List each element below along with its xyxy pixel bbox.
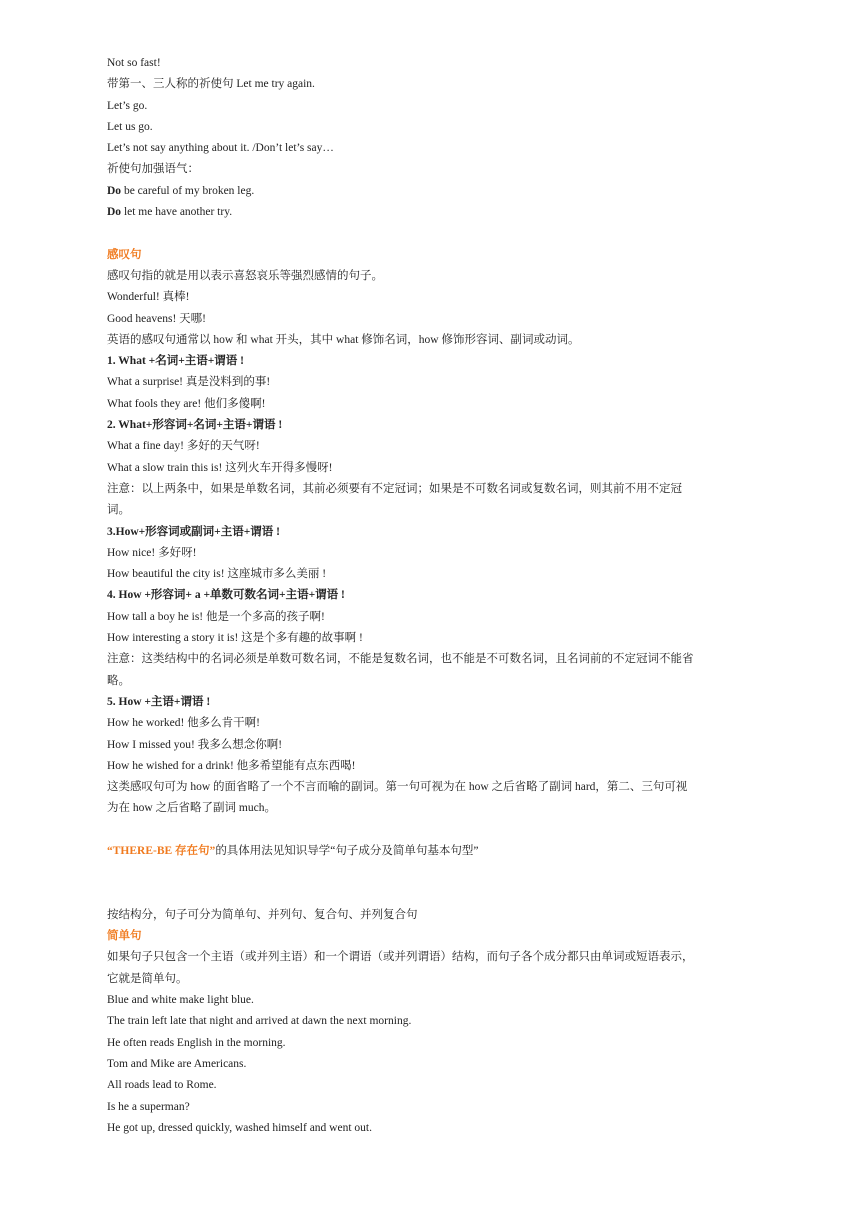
text-line: 英语的感叹句通常以 how 和 what 开头，其中 what 修饰名词，how 修饰形容词、副词或动词。 — [107, 333, 580, 346]
pattern-title: 2. What+形容词+名词+主语+谓语 ! — [107, 419, 283, 432]
bold-do: Do — [107, 184, 122, 197]
pattern-title: 5. How +主语+谓语 ! — [107, 695, 211, 708]
pattern-title: 4. How +形容词+ a +单数可数名词+主语+谓语 ! — [107, 589, 345, 602]
text-line: Let’s not say anything about it. /Don’t let’s say… — [107, 142, 334, 155]
description-paragraph: 如果句子只包含一个主语（或并列主语）和一个谓语（或并列谓语）结构，而句子各个成分都只由单词或短语表示，它就是简单句。 — [107, 951, 694, 985]
text-line: What a surprise! 真是没料到的事! — [107, 376, 271, 389]
text-line: Let us go. — [107, 120, 153, 133]
text-line: How he wished for a drink! 他多希望能有点东西喝! — [107, 759, 356, 772]
text-line: What a fine day! 多好的天气呀! — [107, 440, 260, 453]
text-line: 感叹句指的就是用以表示喜怒哀乐等强烈感情的句子。 — [107, 269, 383, 282]
document-page — [107, 53, 697, 1139]
text-line: How interesting a story it is! 这是个多有趣的故事啊 ! — [107, 632, 363, 645]
example-rest: be careful of my broken leg. — [121, 184, 255, 197]
bold-do: Do — [107, 206, 122, 219]
text-line: Let’s go. — [107, 99, 148, 112]
there-be-rest: 的具体用法见知识导学“句子成分及简单句基本句型” — [215, 844, 479, 857]
example-line: Tom and Mike are Americans. — [107, 1057, 247, 1070]
note-paragraph: 注意：以上两条中，如果是单数名词，其前必须要有不定冠词；如果是不可数名词或复数名词，则其前不用不定冠词。 — [107, 482, 682, 517]
text-line: What a slow train this is! 这列火车开得多慢呀! — [107, 461, 333, 474]
text-line: How nice! 多好呀! — [107, 546, 197, 559]
text-line: Not so fast! — [107, 57, 161, 69]
text-line: How tall a boy he is! 他是一个多高的孩子啊! — [107, 610, 325, 623]
text-line: 带第一、三人称的祈使句 Let me try again. — [107, 78, 315, 91]
text-line: Wonderful! 真棒! — [107, 291, 190, 304]
pattern-title: 3.How+形容词或副词+主语+谓语 ! — [107, 525, 280, 538]
section-heading-exclamatory: 感叹句 — [107, 248, 142, 261]
example-rest: let me have another try. — [121, 206, 233, 219]
example-line: The train left late that night and arrived at dawn the next morning. — [107, 1015, 412, 1028]
example-do-2 — [107, 202, 697, 223]
text-line: How I missed you! 我多么想念你啊! — [107, 738, 283, 751]
spacer — [107, 862, 697, 905]
there-be-line — [107, 841, 697, 862]
note-paragraph: 注意：这类结构中的名词必须是单数可数名词，不能是复数名词，也不能是不可数名词，且名词前的不定冠词不能省略。 — [107, 653, 694, 687]
there-be-highlight: “THERE-BE 存在句” — [107, 844, 216, 857]
note-paragraph: 这类感叹句可为 how 的面省略了一个不言而喻的副词。第一句可视为在 how 之后省略了副词 hard，第二、三句可视为在 how 之后省略了副词 much。 — [107, 781, 688, 815]
pattern-title: 1. What +名词+主语+谓语 ! — [107, 355, 245, 368]
text-line: Good heavens! 天哪! — [107, 312, 207, 325]
example-do-1 — [107, 181, 697, 202]
spacer — [107, 223, 697, 244]
text-line: What fools they are! 他们多傻啊! — [107, 397, 266, 410]
example-line: He often reads English in the morning. — [107, 1036, 286, 1049]
example-line: Is he a superman? — [107, 1100, 190, 1113]
text-line: How he worked! 他多么肯干啊! — [107, 717, 260, 730]
text-line: 祈使句加强语气： — [107, 163, 199, 176]
section-heading-simple-sentence: 简单句 — [107, 930, 142, 943]
text-line: 按结构分，句子可分为简单句、并列句、复合句、并列复合句 — [107, 908, 418, 921]
spacer — [107, 820, 697, 841]
example-line: He got up, dressed quickly, washed himself and went out. — [107, 1121, 372, 1134]
example-line: Blue and white make light blue. — [107, 994, 254, 1007]
example-line: All roads lead to Rome. — [107, 1079, 217, 1092]
text-line: How beautiful the city is! 这座城市多么美丽 ! — [107, 568, 327, 581]
